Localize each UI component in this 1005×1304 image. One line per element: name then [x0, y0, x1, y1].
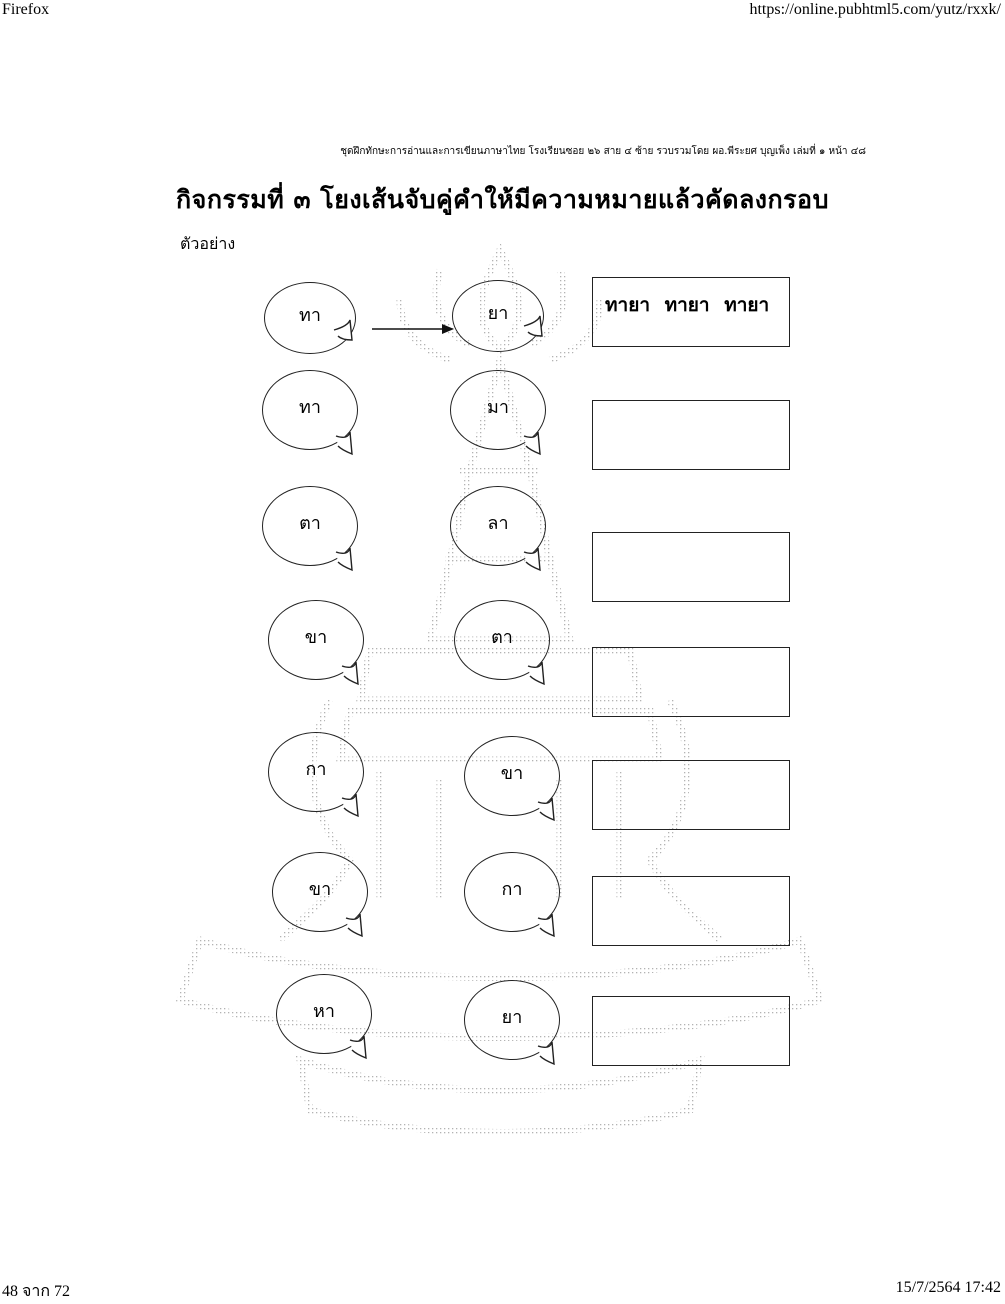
answer-box[interactable]	[592, 400, 790, 470]
left-word: ขา	[304, 626, 328, 648]
right-word: มา	[487, 396, 509, 418]
bubble-tail	[538, 914, 564, 940]
answer-box[interactable]	[592, 760, 790, 830]
answer-box[interactable]	[592, 532, 790, 602]
bubble-tail	[524, 316, 550, 342]
browser-name: Firefox	[2, 1, 50, 18]
answer-box[interactable]	[592, 647, 790, 717]
right-word: ขา	[500, 762, 524, 784]
left-word: กา	[305, 758, 327, 780]
right-word: กา	[501, 878, 523, 900]
bubble-tail	[528, 662, 554, 688]
bubble-tail	[334, 320, 360, 346]
page-counter: 48 จาก 72	[2, 1283, 71, 1300]
document-header: ชุดฝึกทักษะการอ่านและการเขียนภาษาไทย โรงเรียนซอย ๒๖ สาย ๔ ซ้าย รวบรวมโดย ผอ.พีระยศ บุญเพ็ง เล่มที่ ๑ หน้า ๔๘	[340, 146, 866, 157]
bubble-tail	[524, 432, 550, 458]
bubble-tail	[342, 662, 368, 688]
bubble-tail	[524, 548, 550, 574]
bubble-tail	[342, 794, 368, 820]
answer-box[interactable]	[592, 876, 790, 946]
bubble-tail	[538, 798, 564, 824]
example-label: ตัวอย่าง	[180, 234, 236, 253]
print-header	[0, 0, 1005, 22]
answer-box[interactable]	[592, 277, 790, 347]
right-word: ลา	[487, 512, 509, 534]
right-word: ยา	[487, 302, 509, 324]
print-datetime: 15/7/2564 17:42	[895, 1279, 1001, 1296]
bubble-tail	[350, 1036, 376, 1062]
page-url[interactable]: https://online.pubhtml5.com/yutz/rxxk/	[749, 1, 1001, 18]
bubble-tail	[336, 432, 362, 458]
left-word: ตา	[299, 512, 321, 534]
right-word: ยา	[501, 1006, 523, 1028]
left-word: ขา	[308, 878, 332, 900]
bubble-tail	[336, 548, 362, 574]
answer-box[interactable]	[592, 996, 790, 1066]
example-answer: ทายา ทายา ทายา	[605, 294, 770, 316]
activity-title: กิจกรรมที่ ๓ โยงเส้นจับคู่คำให้มีความหมายแล้วคัดลงกรอบ	[176, 185, 829, 214]
bubble-tail	[346, 914, 372, 940]
bubble-tail	[538, 1042, 564, 1068]
left-word: ทา	[299, 396, 321, 418]
right-word: ตา	[491, 626, 513, 648]
left-word: ทา	[299, 304, 321, 326]
print-footer	[0, 1278, 1005, 1300]
left-word: หา	[313, 1000, 335, 1022]
example-connector-arrow	[370, 322, 460, 336]
